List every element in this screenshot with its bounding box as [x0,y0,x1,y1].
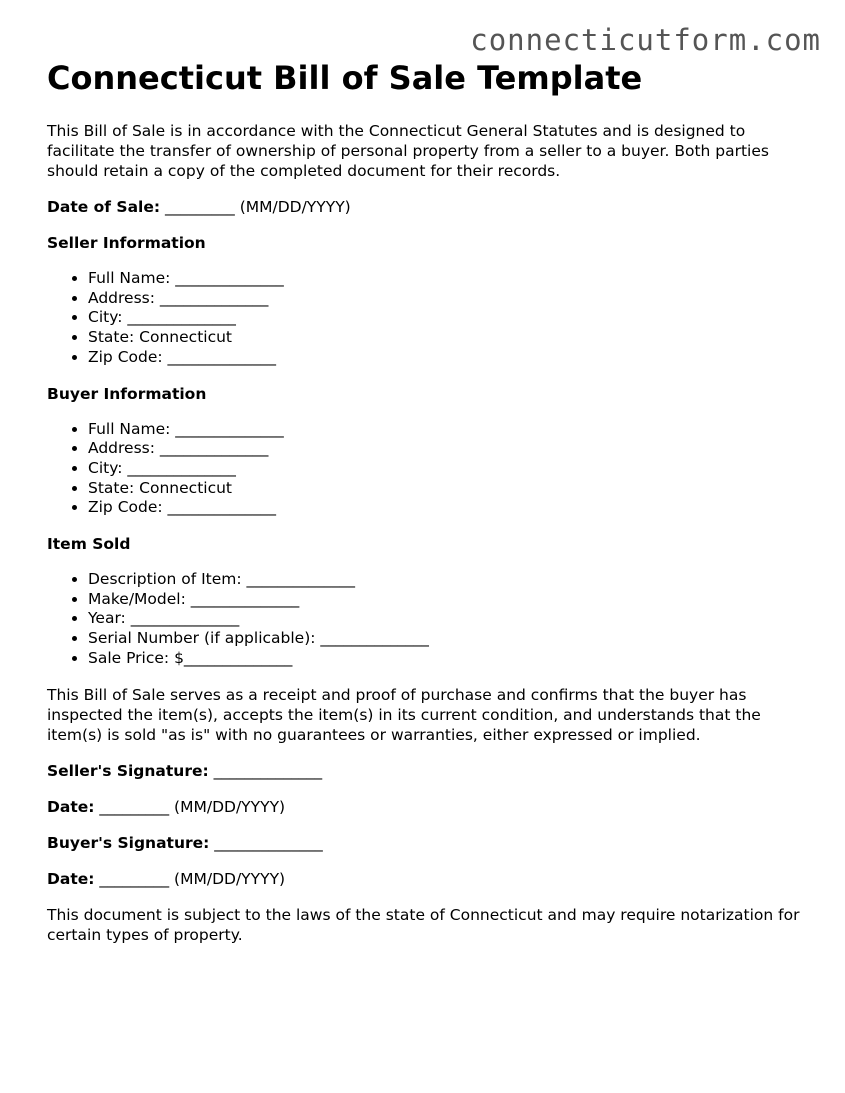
buyer-info-heading: Buyer Information [47,384,207,403]
date-of-sale-label: Date of Sale: [47,198,161,216]
buyer-state-item: • State: Connecticut [88,479,817,499]
document-title: Connecticut Bill of Sale Template [47,59,643,97]
intro-paragraph: This Bill of Sale is in accordance with the Connecticut General Statutes and is designed to facilitate the transfer of ownership of personal property from a seller to a buyer. Both parties should retain a copy of the completed document for their records. [47,122,769,180]
buyer-signature-field [47,833,817,853]
seller-city-item: • City: ______________ [88,308,817,328]
buyer-date-label: Date: [47,869,95,888]
seller-state-item: • State: Connecticut [88,328,817,348]
item-year-item: • Year: ______________ [88,609,817,629]
site-watermark: connecticutform.com [470,23,821,57]
seller-signature-field [47,761,817,781]
item-make-model-item: • Make/Model: ______________ [88,590,817,610]
seller-date-field [47,797,817,817]
buyer-signature-blank: ______________ [209,833,323,852]
receipt-paragraph: This Bill of Sale serves as a receipt and proof of purchase and confirms that the buyer has inspected the item(s), accepts the item(s) in its current condition, and understands that the item(s) is sold "as is" with no guarantees or warranties, either expressed or implied. [47,685,761,744]
item-sold-heading: Item Sold [47,535,131,554]
buyer-address-item: • Address: ______________ [88,439,817,459]
date-of-sale-blank: _________ (MM/DD/YYYY) [160,198,351,216]
buyer-date-field [47,869,817,889]
buyer-signature-label: Buyer's Signature: [47,833,210,852]
date-of-sale-field [47,197,817,217]
buyer-city-item: • City: ______________ [88,459,817,479]
seller-full-name-item: • Full Name: ______________ [88,269,817,289]
item-sold-list [47,570,817,669]
seller-address-item: • Address: ______________ [88,289,817,309]
item-description-item: • Description of Item: ______________ [88,570,817,590]
seller-signature-blank: ______________ [208,761,323,780]
item-serial-number-item: • Serial Number (if applicable): ______________ [88,629,817,649]
seller-date-blank: _________ (MM/DD/YYYY) [94,797,286,816]
seller-date-label: Date: [47,797,95,816]
seller-zip-item: • Zip Code: ______________ [88,348,817,368]
buyer-date-blank: _________ (MM/DD/YYYY) [94,869,286,888]
buyer-full-name-item: • Full Name: ______________ [88,420,817,440]
item-sale-price-item: • Sale Price: $______________ [88,649,817,669]
buyer-zip-item: • Zip Code: ______________ [88,498,817,518]
seller-info-list [47,269,817,368]
seller-signature-label: Seller's Signature: [47,761,209,780]
document-page [47,58,817,945]
closing-paragraph: This document is subject to the laws of the state of Connecticut and may require notarization for certain types of property. [47,905,800,944]
buyer-info-list [47,420,817,519]
seller-info-heading: Seller Information [47,234,206,252]
